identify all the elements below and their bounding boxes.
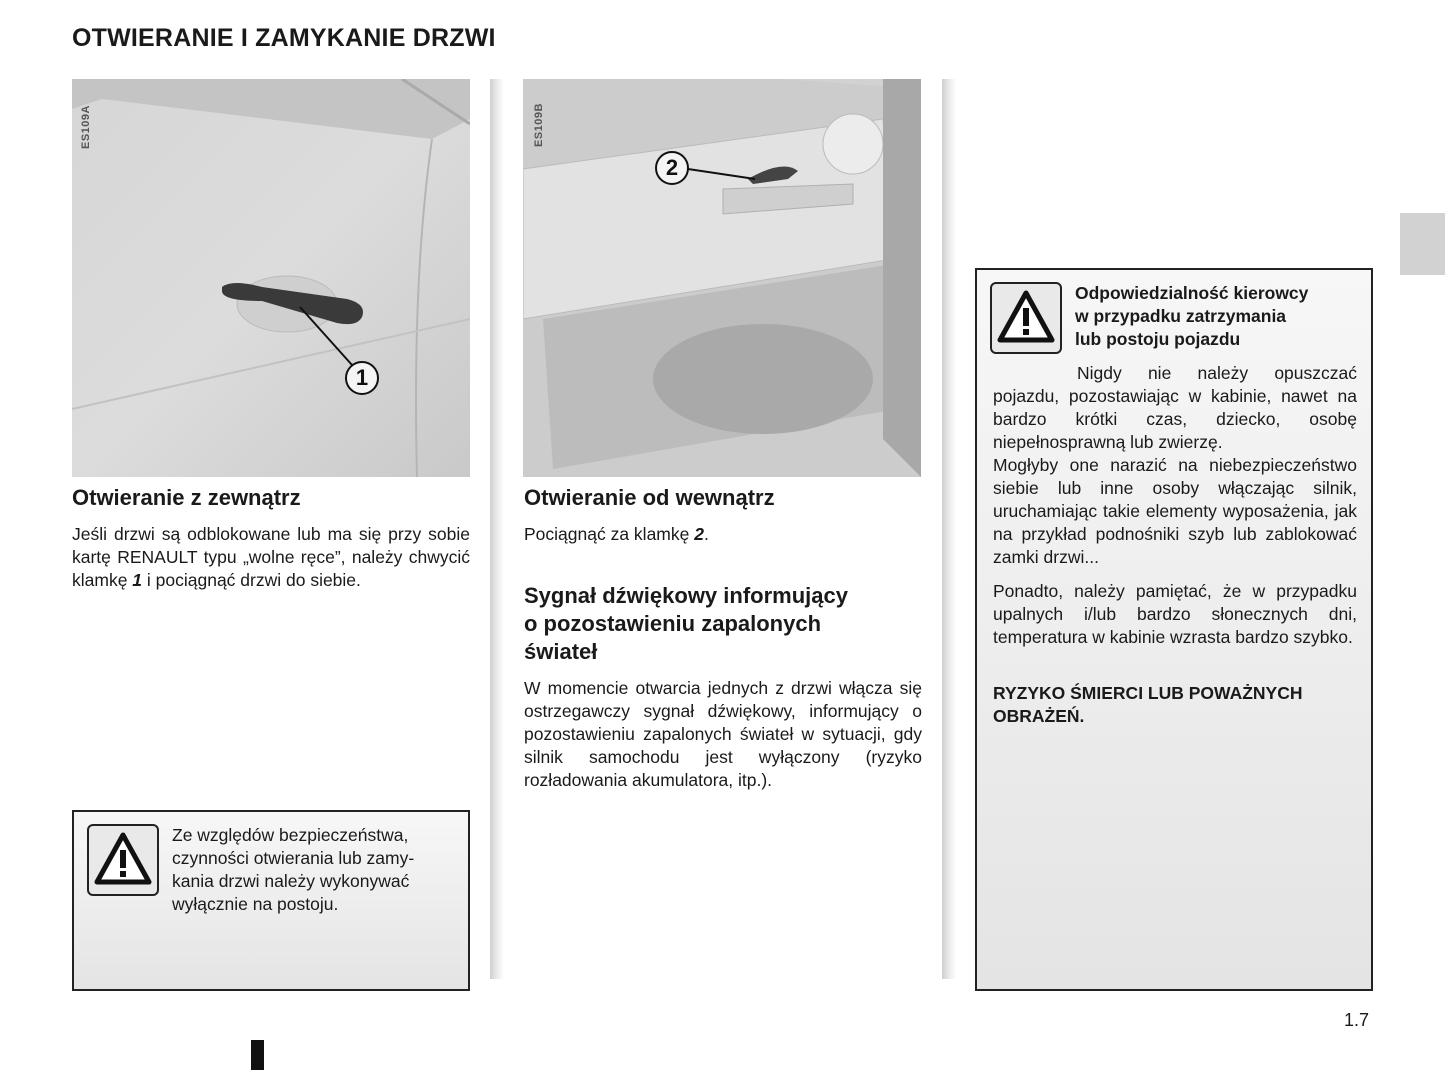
handle-reference: 1 — [132, 570, 143, 590]
heading-exterior-opening: Otwieranie z zewnątrz — [72, 485, 301, 510]
interior-door-illustration — [523, 79, 921, 477]
photo-code: ES109A — [80, 105, 92, 149]
warning-title — [1075, 282, 1365, 351]
heading-line: Sygnał dźwiękowy informujący — [524, 583, 848, 608]
warning-paragraph: Mogłyby one narazić na niebezpieczeństwo siebie lub inne osoby włączając silnik, uruchamiając takie elementy wyposażenia, jak na przykład podnośniki szyb lub zablokować zamki drzwi... — [993, 455, 1357, 567]
heading-line: świateł — [524, 639, 598, 664]
photo-code: ES109B — [533, 103, 545, 147]
interior-opening-text — [524, 523, 922, 546]
warning-paragraph: Nigdy nie należy opuszczać pojazdu, pozostawiając w kabinie, nawet na bardzo krótki czas, dziecko, osobę niepełnosprawną lub zwierzę. — [993, 363, 1357, 452]
exterior-opening-text — [72, 523, 470, 592]
heading-interior-opening: Otwieranie od wewnątrz — [524, 485, 775, 510]
warning-title-line: w przypadku zatrzymania — [1075, 306, 1287, 326]
column-divider — [490, 79, 504, 979]
column-divider — [942, 79, 956, 979]
heading-line: o pozostawieniu zapalonych — [524, 611, 822, 636]
warning-triangle-icon — [990, 282, 1062, 354]
page-number: 1.7 — [1344, 1010, 1370, 1030]
exterior-door-illustration — [72, 79, 470, 477]
warning-triangle-icon — [87, 824, 159, 896]
text-segment: . — [703, 524, 709, 544]
handle-reference: 2 — [694, 524, 704, 544]
lights-warning-text: W momencie otwarcia jednych z drzwi włącza się ostrzegawczy sygnał dźwiękowy, informujący o pozostawieniu zapalonych świateł w sytuacji, gdy silnik samochodu jest wyłączony (ryzyko rozładowania akumulatora, itp.). — [524, 678, 922, 790]
print-mark — [251, 1040, 264, 1070]
warning-line: czynności otwierania lub zamy- — [172, 848, 415, 868]
interior-door-photo — [523, 79, 921, 477]
warning-title-line: Odpowiedzialność kierowcy — [1075, 283, 1309, 303]
text-segment: Pociągnąć za klamkę — [524, 524, 695, 544]
warning-paragraph: Ponadto, należy pamiętać, że w przypadku upalnych i/lub bardzo słonecznych dni, temperatura w kabinie wzrasta bardzo szybko. — [993, 581, 1357, 647]
driver-responsibility-warning-box — [975, 268, 1373, 991]
text-segment: i pociągnąć drzwi do siebie. — [142, 570, 361, 590]
exterior-door-photo — [72, 79, 470, 477]
safety-warning-text — [172, 824, 462, 916]
chapter-tab — [1400, 213, 1445, 275]
heading-lights-warning — [524, 582, 922, 666]
warning-line: kania drzwi należy wykonywać — [172, 871, 410, 891]
warning-line: Ze względów bezpieczeństwa, — [172, 825, 409, 845]
warning-title-line: lub postoju pojazdu — [1075, 329, 1241, 349]
text-segment: Jeśli drzwi są odblokowane lub ma się przy sobie kartę RENAULT typu „wolne ręce”, należy chwycić klamkę — [72, 524, 470, 590]
page-title: OTWIERANIE I ZAMYKANIE DRZWI — [72, 24, 496, 52]
callout-1: 1 — [345, 361, 379, 395]
warning-caps-text: RYZYKO ŚMIERCI LUB POWAŻNYCH OBRAŻEŃ. — [993, 683, 1303, 726]
warning-line: wyłącznie na postoju. — [172, 894, 339, 914]
safety-warning-box — [72, 810, 470, 991]
callout-2: 2 — [655, 151, 689, 185]
